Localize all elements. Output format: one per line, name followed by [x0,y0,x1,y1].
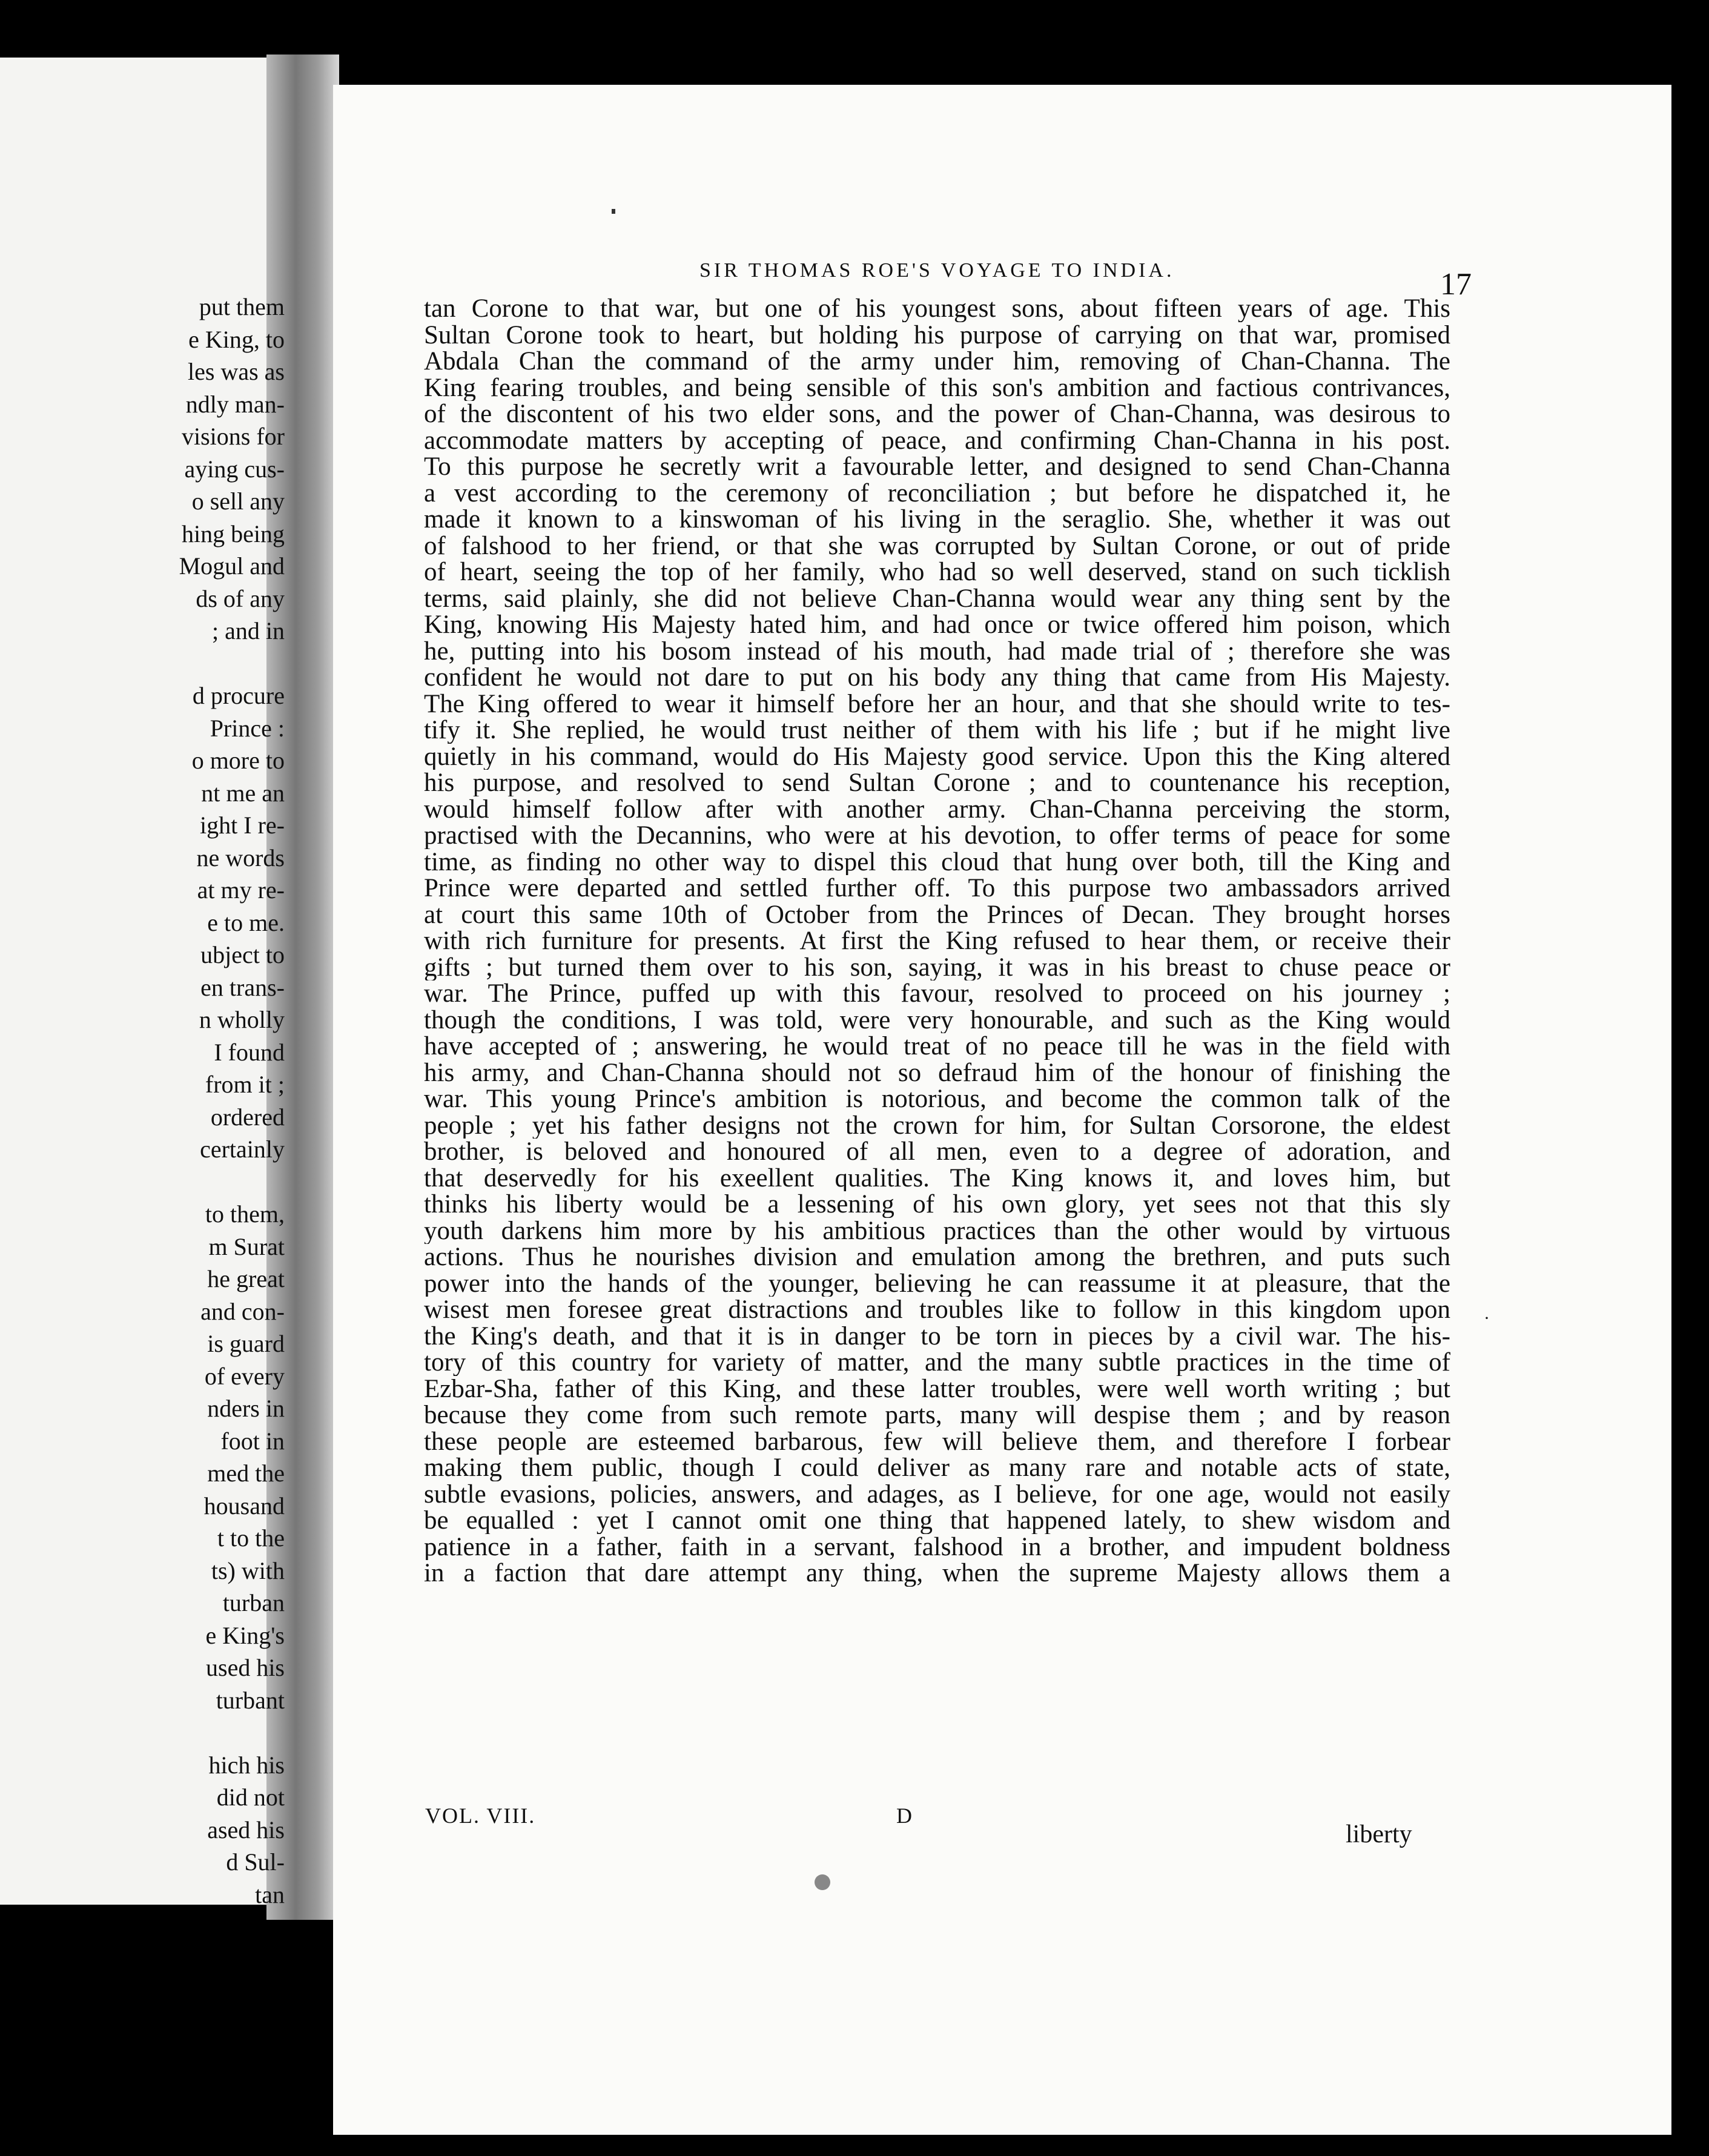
text-line: making them public, though I could deliver as many rare and notable acts of state, [424,1455,1450,1481]
text-line: Prince : [210,714,285,742]
text-line: the King's death, and that it is in danger to be torn in pieces by a civil war. The his- [424,1323,1450,1349]
text-line: at court this same 10th of October from the Princes of Decan. They brought horses [424,901,1450,928]
text-line: confident he would not dare to put on his body any thing that came from His Majesty. [424,664,1450,691]
text-line: power into the hands of the younger, believing he can reassume it at pleasure, that the [424,1270,1450,1297]
text-line: to them, [205,1200,285,1228]
text-line: King fearing troubles, and being sensible of this son's ambition and factious contrivances, [424,374,1450,401]
text-line: les was as [188,358,285,385]
text-line: accommodate matters by accepting of peace, and confirming Chan-Channa in his post. [424,427,1450,454]
text-line: e to me. [207,908,285,936]
text-line: of heart, seeing the top of her family, who had so well deserved, stand on such ticklish [424,559,1450,586]
text-line: with rich furniture for presents. At first the King refused to hear them, or receive their [424,928,1450,954]
text-line: brother, is beloved and honoured of all men, even to a degree of adoration, and [424,1139,1450,1165]
text-line: Mogul and [179,552,285,580]
text-line: because they come from such remote parts, many will despise them ; and by reason [424,1402,1450,1429]
text-line: Sultan Corone took to heart, but holding his purpose of carrying on that war, promised [424,322,1450,348]
text-line: and con- [200,1297,285,1325]
text-line: time, as finding no other way to dispel this cloud that hung over both, till the King and [424,848,1450,875]
running-head: SIR THOMAS ROE'S VOYAGE TO INDIA. [699,259,1175,282]
text-line [0,1166,285,1199]
text-line: n wholly [199,1006,285,1033]
page-number: 17 [1440,267,1472,302]
text-line: t to the [217,1524,285,1552]
text-line: ordered [210,1103,285,1131]
text-line: of every [204,1362,285,1390]
text-line: would himself follow after with another army. Chan-Channa perceiving the storm, [424,796,1450,822]
text-line: a vest according to the ceremony of reconciliation ; but before he dispatched it, he [424,480,1450,506]
text-line: visions for [182,423,285,450]
text-line: have accepted of ; answering, he would treat of no peace till he was in the field with [424,1033,1450,1060]
text-line: d Sul- [226,1848,285,1876]
ink-smudge [815,1874,830,1890]
text-line: ight I re- [200,812,285,839]
text-line: used his [206,1654,285,1681]
text-line: quietly in his command, would do His Majesty good service. Upon this the King altered [424,743,1450,770]
text-line: from it ; [205,1071,285,1098]
text-line: ubject to [200,941,285,968]
text-line: of the discontent of his two elder sons, and the power of Chan-Channa, was desirous to [424,401,1450,428]
text-line: in a faction that dare attempt any thing, when the supreme Majesty allows them a [424,1560,1450,1587]
text-line [0,1716,285,1749]
text-line: nt me an [201,779,285,807]
text-line: Prince were departed and settled further off. To this purpose two ambassadors arrived [424,875,1450,902]
text-line: hich his [208,1751,285,1779]
text-line: e King's [205,1621,285,1649]
text-line: people ; yet his father designs not the crown for him, for Sultan Corsorone, the eldest [424,1112,1450,1139]
text-line [0,647,285,680]
text-line: ; and in [212,617,285,644]
text-line: foot in [220,1427,285,1455]
text-line: tify it. She replied, he would trust neither of them with his life ; but if he might live [424,717,1450,744]
margin-speck: · [1484,1308,1490,1328]
signature-mark: D [896,1804,912,1828]
text-line: e King, to [188,325,285,353]
text-line: war. The Prince, puffed up with this favour, resolved to proceed on his journey ; [424,980,1450,1007]
text-line: youth darkens him more by his ambitious practices than the other would by virtuous [424,1217,1450,1244]
text-line: o more to [191,747,285,774]
text-line: tan Corone to that war, but one of his youngest sons, about fifteen years of age. This [424,296,1450,322]
text-line: he, putting into his bosom instead of his mouth, had made trial of ; therefore she was [424,638,1450,664]
text-line: turban [222,1589,285,1616]
text-line: tan [255,1880,285,1908]
text-line: is guard [207,1330,285,1357]
text-line: he great [207,1265,285,1292]
text-line: made it known to a kinswoman of his living in the seraglio. She, whether it was out [424,506,1450,533]
text-line: Abdala Chan the command of the army under him, removing of Chan-Channa. The [424,348,1450,375]
text-line: ndly man- [185,390,285,418]
text-line: be equalled : yet I cannot omit one thing that happened lately, to shew wisdom and [424,1507,1450,1534]
text-line: put them [199,293,285,320]
text-line: King, knowing His Majesty hated him, and had once or twice offered him poison, which [424,612,1450,638]
text-line: nders in [207,1395,285,1422]
text-line: certainly [200,1136,285,1163]
text-line: subtle evasions, policies, answers, and adages, as I believe, for one age, would not easily [424,1481,1450,1507]
text-line: ne words [196,844,285,871]
text-line: his army, and Chan-Channa should not so defraud him of the honour of finishing the [424,1059,1450,1086]
text-line: ds of any [196,584,285,612]
text-line: tory of this country for variety of matter, and the many subtle practices in the time of [424,1349,1450,1376]
catchword: liberty [1346,1820,1412,1848]
text-line: ts) with [211,1556,285,1584]
text-line: actions. Thus he nourishes division and emulation among the brethren, and puts such [424,1244,1450,1271]
text-line: though the conditions, I was told, were very honourable, and such as the King would [424,1007,1450,1033]
text-line: Ezbar-Sha, father of this King, and these latter troubles, were well worth writing ; but [424,1375,1450,1402]
text-line: en trans- [200,973,285,1001]
text-line: turbant [216,1686,285,1714]
text-line: these people are esteemed barbarous, few will believe them, and therefore I forbear [424,1428,1450,1455]
text-line: that deservedly for his exeellent qualities. The King knows it, and loves him, but [424,1165,1450,1191]
text-line: To this purpose he secretly writ a favourable letter, and designed to send Chan-Channa [424,454,1450,480]
text-line: I found [214,1038,285,1066]
text-line: housand [203,1492,285,1519]
text-line: d procure [192,682,285,709]
text-line: terms, said plainly, she did not believe Chan-Channa would wear any thing sent by the [424,585,1450,612]
body-text [424,296,1450,1587]
left-page-text [0,291,285,1911]
text-line: m Surat [208,1232,285,1260]
text-line: gifts ; but turned them over to his son, saying, it was in his breast to chuse peace or [424,954,1450,980]
text-line: war. This young Prince's ambition is notorious, and become the common talk of the [424,1086,1450,1113]
text-line: at my re- [197,876,285,904]
text-line: ased his [207,1816,285,1844]
text-line: patience in a father, faith in a servant, falshood in a brother, and impudent boldness [424,1533,1450,1560]
text-line: aying cus- [184,455,285,483]
text-line: thinks his liberty would be a lessening of his own glory, yet sees not that this sly [424,1191,1450,1218]
text-line: The King offered to wear it himself before her an hour, and that she should write to tes- [424,690,1450,717]
text-line: hing being [182,520,285,547]
text-line: his purpose, and resolved to send Sultan Corone ; and to countenance his reception, [424,770,1450,796]
text-line: practised with the Decannins, who were at his devotion, to offer terms of peace for some [424,822,1450,849]
text-line: of falshood to her friend, or that she was corrupted by Sultan Corone, or out of pride [424,532,1450,559]
text-line: med the [207,1460,285,1487]
text-line: did not [216,1784,285,1811]
ink-speck [612,209,615,214]
text-line: wisest men foresee great distractions and troubles like to follow in this kingdom upon [424,1297,1450,1323]
signature-line: VOL. VIII. [425,1804,536,1828]
text-line: o sell any [191,488,285,515]
